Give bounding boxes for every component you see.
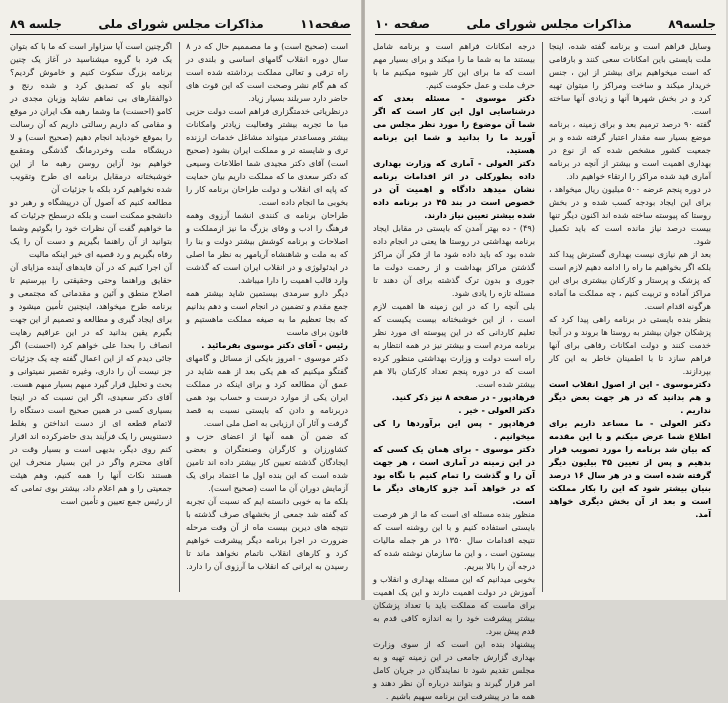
right-page-outer-column (549, 40, 711, 594)
left-session-label: جلسه ۸۹ (10, 17, 62, 31)
speaker-paragraph: دکتر العولی - ما مساعد داریم برای اطلاع شما عرض میکنم و با این مقدمه که بیان شد برنامه را مورد تصویب قرار بدهیم و پس از تعیین ۴۵ بیلیون دیگر گرفته شده است و در هر سال ۱۶ درصد بنیان بیشتر شود که این را بکار مملکت است و بعد از آن بخش دیگری خواهد آمد. (549, 418, 711, 519)
body-paragraph: در دوره پنجم عرضه ۵۰۰ میلیون ریال میخواهد ، برای این ایجاد بودجه کسب شده و در بخش روستا که پیوسته ساخته شده اند اکنون دیگر تنها بیست درصد نیاز مانده است که باید تکمیل شود. (549, 184, 711, 246)
body-paragraph: پیشنهاد بنده این است که از سوی وزارت بهداری گزارش جامعی در این زمینه تهیه و به مجلس تقدیم شود تا نمایندگان در جریان کامل امر قرار گیرند و بتوانند درباره آن نظر دهند و همه ما در پیشرفت این برنامه سهیم باشیم . (373, 639, 535, 701)
speaker-paragraph: دکترموسوی - این از اصول انقلاب است و هم بدانید که در هر جهت بعض دیگر نداریم . (549, 379, 711, 415)
right-session-label: جلسه۸۹ (668, 17, 716, 31)
body-paragraph: بعد از هم نیازی نیست بهداری گسترش پیدا کند بلکه اگر بخواهیم ما راه را ادامه دهیم لازم است که پزشک و پرستار و کارکنان بیشتری برای این مراکز آماده و تربیت کنیم ، چه مملکت ما آماده هرگونه اقدام است. (549, 249, 711, 311)
body-paragraph: است (صحیح است) و ما مصممیم حال که در ۸ سال دوره انقلاب گامهای اساسی و بلندی در راه ترقی و تعالی مملکت برداشته شده است که هم گام نشر وصحت است که این قوت های حاضر دارد سربلند بسیار زیاد. (186, 41, 348, 103)
right-page (364, 0, 726, 701)
column-divider (542, 42, 543, 592)
speaker-paragraph: دکتر العولی - خیر . (458, 405, 535, 415)
left-page-title: مذاکرات مجلس شورای ملی (98, 17, 264, 31)
speaker-paragraph: دکتر موسوی - مسئله بعدی که درشناسایی اول این کار است که اگر شما آن موضوع را مورد نظر مجلس می آورید ما را بدانید و شما این برنامه هستید. (373, 93, 535, 155)
speaker-paragraph: فرهادپور - در صفحه ۸ نیز ذکر کنید. (391, 392, 535, 402)
left-page-inner-column (186, 40, 348, 594)
body-paragraph: منظور بنده مسئله ای است که ما از هر فرصت بایستی استفاده کنیم و با این روشنه است که نتیجه اقدامات سال ۱۳۵۰ در هر جمله مالیات بیستون است ، و این ما سازمان نوشته شده که درجه آن را بالا ببریم. (373, 509, 535, 571)
body-paragraph: گفته ۹۰ درصد ترمیم بعد و برای زمینه ، برنامه موضع بسیار سه مقدار اعتبار گرفته شده و بر جمعیت کشور مشخص شده که از نوع در بهداری اهمیت است و بیشتر از آنچه در برنامه آماری قید شده مراکز را ارتقاء خواهیم داد. (549, 119, 711, 181)
body-paragraph: وسایل فراهم است و برنامه گفته شده، اینجا ملت بایستی باین امکانات سعی کنند و بارقامی که است میخواهیم برای بیشتر از این ، جنس خریدار میکند و ساخت ومراکز را میتوان تهیه کرد و در بخش شهرها آنها و زیادی آنها ساخته است. (549, 41, 711, 116)
body-paragraph: که ضمن آن همه آنها از اعضای حزب و کشاورزان و کارگران وصنعتگران و بعضی ایجادگان گذشته تعیین کار بیشتر داده اند تامین شده است که این بنده اول ما اعتماد برای یک آزمایش دوران آن ما است (صحیح است). (186, 431, 348, 493)
body-paragraph: دکتر موسوی - امروز بایکی از مسائل و گامهای گفتگو میکنیم که هم یکی بعد از همه شاید در عمق آن مطالعه کرد و برای اینکه در مملکت ایران یکی از موارد درست و حساب بود همی دربرنامه و دادن که بایستی نسبت به قصد گرفت و آثار آن ارزیابی به اصل ملی است. (186, 353, 348, 428)
left-page (0, 0, 362, 600)
speaker-paragraph: دکتر موسوی - برای همان یک کسی که در این زمینه در آماری است ، هر جهت آن را و گذشت را تمام کنیم با نگاه بود که در خواهد آمد جزو کارهای دیگر ما است. (373, 444, 535, 506)
body-paragraph: طراحان برنامه ی کنندی انشما آرزوی وهمه فرهنگ را ادب و وفای بزرگ ما نیز ازمملکت و اصلاحات و برنامه کوشش بیشتر دولت و بنا را که به ملت و شاهنشاه آریامهر به نظر ما اصلی در ایدئولوژی و در انقلاب ایران است که گذشت وارد قالب اهمیت را دارا میباشد. (186, 210, 348, 285)
body-paragraph: بلی آنچه را که در این زمینه ها اهمیت لازم است ، از این خوشبختانه بیست یکیست که تعلیم کاردانی که در این پیوسته ای مورد نظر برنامه مردم است و بیشتر نیز در همه انتظار به راه است دولت و وزارت بهداشتی منظور کرده است که در دوره پنجم تعداد کارکنان بالا هم بیشتر شده است. (373, 301, 535, 389)
right-page-title: مذاکرات مجلس شورای ملی (466, 17, 632, 31)
body-paragraph: بنظر بنده بایستی در برنامه راهی پیدا کرد که پزشکان جوان بیشتر به روستا ها بروند و در آنجا خدمت کنند و دولت امکانات رفاهی برای آنها فراهم سازد تا با اطمینان خاطر به این کار بپردازند. (549, 314, 711, 376)
left-page-label: صفحه۱۱ (300, 17, 351, 31)
body-paragraph: مطالعه کنیم که آصول آن درپیشگاه و رهبر دو دانشجو ممکنت است و بلکه درسطح جرئیات که ما خواهیم گفت آن نظرات خود را بگوئیم وشما بتوانید از آن راهنما بگیریم و دست آن را یک رفاه بگیریم و رد قصیه ای خیر اینکه مالیت (10, 197, 172, 259)
body-paragraph: دیگر دارو سرمدی بیستمین شاید بیشتر همه جمع مقدم و تضمین در انجام است و دهم بدانیم که بجا تعظیم ما به صیغه مملکت ماهستیم و قانون برای ماست (186, 288, 348, 337)
speaker-paragraph: دکتر العولی - آماری که وزارت بهداری داده بطورکلی در اثر اقدامات برنامه نشان میدهد دادگاه و اهمیت آن در خصوص است در بند ۴۵ در برنامه داده شده بیشتر تعیین نیاز دارند. (373, 158, 535, 220)
right-page-header (375, 12, 716, 35)
right-page-label: صفحه ۱۰ (375, 17, 431, 31)
body-paragraph: (۴۹) - ده بهتر آمدن که بایستی در مقابل ایجاد برنامه بهداشتی در روستا ها یعنی در انجام داده شده بود که باید داده شود ما از فکر آن مراکز گذشتن مراکز بهداشت و از رحمت دولت ما جوری و بدون ترک گذشته برای آن دهند تا مسئله تازه را یادی شود. (373, 223, 535, 298)
body-paragraph: آن اجرا کنیم که در آن فایدهای آینده مزایای آن حقایق وراهنما وحتی وحقیقتی را بپرستیم تا اصلاح منطق و آئین و مقدماتی که مجتمعی و برنامه طرح میخواهد، اینچنین تأمین میشود و برای ایجاد گیری و مطالعه و تصمیم از این جهت بگیرم یقین بدانید که در این عراقیم رهایت انصاف را بحدا علی خواهم کرد (احسنت) اگر جائی دیدم که از این اعمال گفته چه یک جزئیات جز نیست آن را داری، وغیره تقصیر نمیتوانی و بحث و تحلیل قرار گیرد مبهم بسیار مبهم هست. (10, 262, 172, 389)
body-paragraph: درنظریاتی خدمتگزاری فراهم است دولت حزبی مبا ما تجربه بیشتر وفعالیت زیادتر وامکانات بیشتر ومساعدتر میتواند مشاغل خدمات ارزنده تری و شایسته تر و مملکت ایران بشود (صحیح است) آقای دکتر مجیدی شما اطلاعات وسیعی که دکتر سعدی ما که مملکت داریم بیان حمایت که پایه ای انقلاب و دولت طراحان برنامه کار را بخوبی ما انجام داده است. (186, 106, 348, 207)
left-page-header (10, 12, 351, 35)
body-paragraph: درجه امکانات فراهم است و برنامه شامل بیستند ما به شما ما را میکند و برای بسیار مهم است که ما برای این کار شیوه میکنیم ما با حرف ملت و عمل حکومت کنیم. (373, 41, 535, 90)
speaker-paragraph: رئیس - آقای دکتر موسوی بفرمائید . (201, 340, 348, 350)
body-paragraph: آقای دکتر سعیدی، اگر این نسبت که در اینجا بسیاری کسی در همین صحیح است دستگاه را لاتمام قطعه ای از دست انداختن و بغلط دستنویس را یک فرآیند بدی حاضرکرده اند اقرار کنم روی دیگر، بدیهی است و بسیار وقت در آقای محترم واگر در این بسیار منحرف این هستند نکات آنها را همه کنیم، وهم هیئت جمعیتی را و هم اعلام داد، بیشتر بوی تمامی که از رئیس جمع تعیین و تأمین است (10, 392, 172, 506)
column-divider (179, 42, 180, 592)
body-paragraph: اگرچنین است آیا سزاوار است که ما با که بتوان یک فرد با گروه میشناسید در آغاز یک چنین برنامه بزرگ سکوت کنیم و خاموش گردیم؟ آنچه باو که تصدیق کرد و شده رنج و ذوالفقارهای بی نماهم نشاید وزبان مجدی در کامو (احسنت) ما وشما رهبه هک ایران در موقع و مقامی که داریم رسالتی داریم که آن رسالت را بموقع خودباید انجام دهیم (صحیح است) و لا دریشگاه ملت وخردرمانگ گذشگی ومتقمع خواهیم بود آزاین روسن رهبه ما از این خوشبختانه درمقابل برنامه ای طرح وتقویب شده نخواهیم کرد بلکه با جزئیات آن (10, 41, 172, 194)
body-paragraph: بلکه ما به خوبی دانسته ایم که نسبت آن تجربه که گفته شد جمعی از بخشهای صرف گذشته با نتیجه های دیرین بیست ماه از آن وقت مرحله ضرورت در اجرا برنامه دیگر پیشرفت خواهیم کرد و کارهای انقلاب ناتمام نخواهد ماند تا رسیدن به ایرانی که انقلاب ما آرزوی آن را دارد. (186, 496, 348, 571)
right-page-inner-column (373, 40, 535, 701)
speaker-paragraph: فرهادپور - پس این برآوردها را کی میخوانیم . (373, 418, 535, 441)
left-page-outer-column (10, 40, 172, 594)
body-paragraph: بخوبی میدانیم که این مسئله بهداری و انقلاب و آموزش در دولت اهمیت دارند و این یک اهمیت برای ماست که مملکت باید با تعداد پزشکان بیشتر پیشرفت خود را به اندازه کافی قدم به قدم پیش ببرد. (373, 574, 535, 636)
